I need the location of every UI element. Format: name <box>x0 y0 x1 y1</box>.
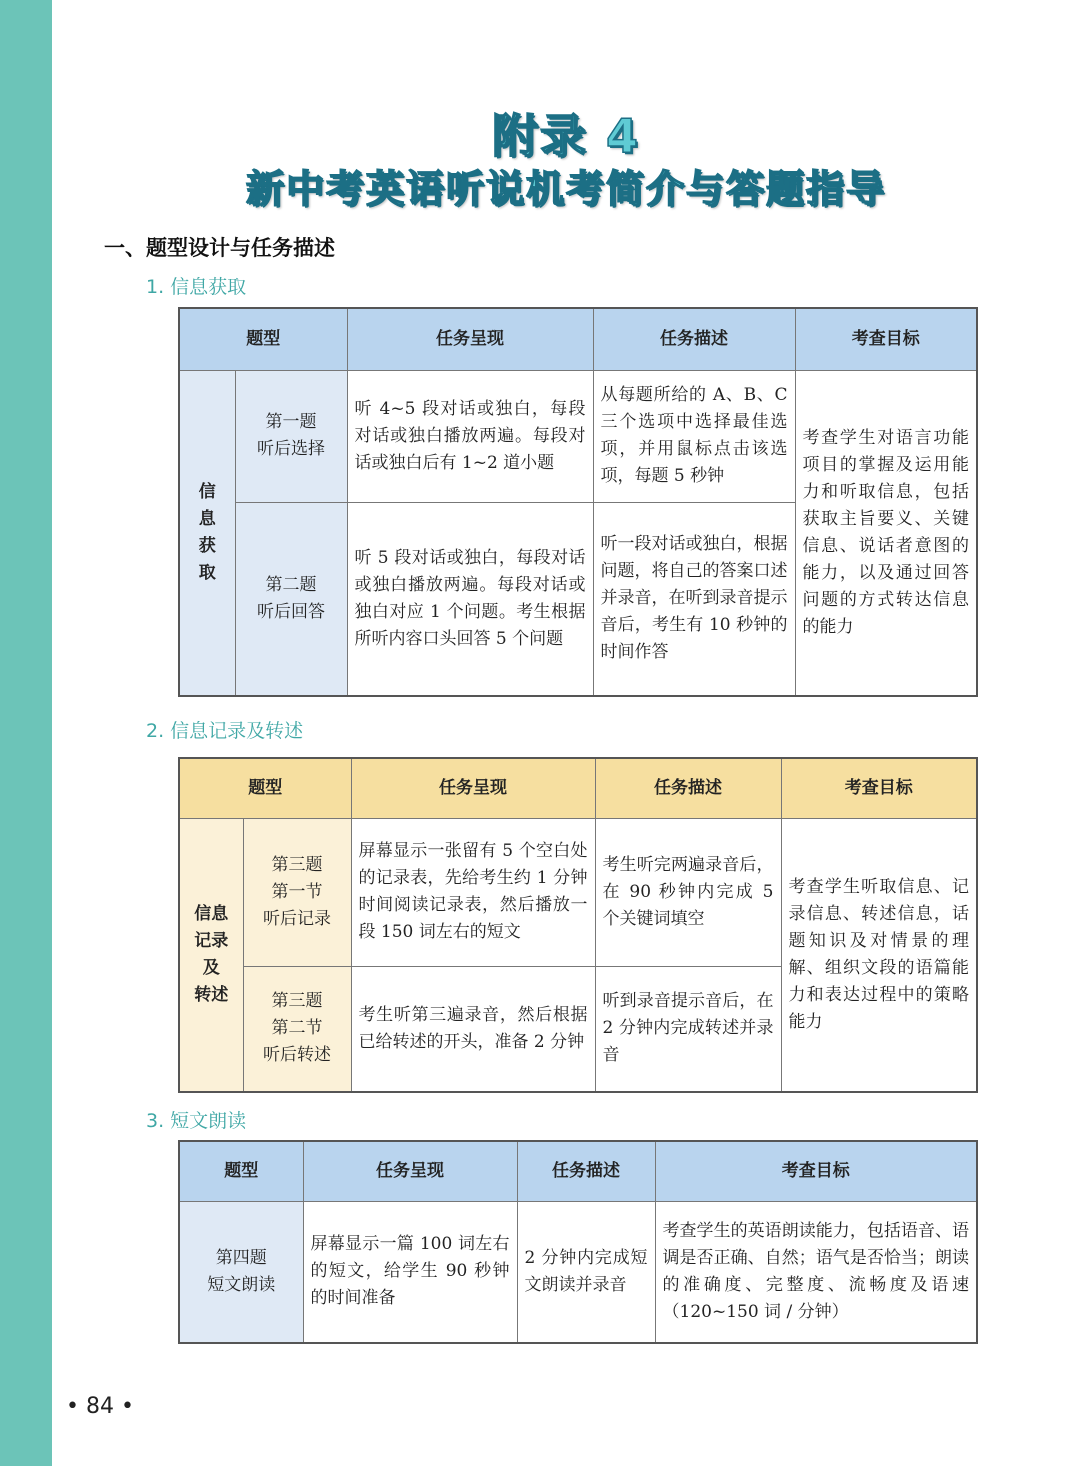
appendix-title: 附录 4 <box>491 109 641 163</box>
header-goal: 考查目标 <box>655 1141 977 1201</box>
description-cell: 从每题所给的 A、B、C 三个选项中选择最佳选项，并用鼠标点击该选项，每题 5 秒钟 <box>593 370 795 502</box>
type-label: 第三题 第一节 听后记录 <box>263 854 331 929</box>
table-row <box>179 818 977 966</box>
type-cell <box>243 966 351 1092</box>
header-type: 题型 <box>179 1141 303 1201</box>
section-heading: 一、题型设计与任务描述 <box>104 236 335 260</box>
subsection-heading-reading-aloud: 3. 短文朗读 <box>146 1110 247 1132</box>
header-goal: 考查目标 <box>795 308 977 370</box>
type-cell <box>235 502 347 696</box>
header-presentation: 任务呈现 <box>303 1141 517 1201</box>
presentation-cell: 屏幕显示一张留有 5 个空白处的记录表，先给考生约 1 分钟时间阅读记录表，然后播放一段 150 词左右的短文 <box>351 818 595 966</box>
header-type: 题型 <box>179 758 351 818</box>
page-number: • 84 • <box>66 1394 134 1419</box>
type-cell <box>235 370 347 502</box>
header-presentation: 任务呈现 <box>351 758 595 818</box>
reading-aloud-table <box>178 1140 978 1344</box>
presentation-cell: 屏幕显示一篇 100 词左右的短文，给学生 90 秒钟的时间准备 <box>303 1201 517 1343</box>
type-cell <box>179 1201 303 1343</box>
category-cell <box>179 370 235 696</box>
category-label: 信息 记录 及 转述 <box>194 903 229 1005</box>
description-cell: 听一段对话或独白，根据问题，将自己的答案口述并录音，在听到录音提示音后，考生有 10 秒钟的时间作答 <box>593 502 795 696</box>
header-description: 任务描述 <box>517 1141 655 1201</box>
table-row <box>179 1201 977 1343</box>
presentation-cell: 听 5 段对话或独白，每段对话或独白播放两遍。每段对话或独白对应 1 个问题。考生根据所听内容口头回答 5 个问题 <box>347 502 593 696</box>
presentation-cell: 听 4~5 段对话或独白，每段对话或独白播放两遍。每段对话或独白后有 1~2 道小题 <box>347 370 593 502</box>
description-cell: 听到录音提示音后，在 2 分钟内完成转述并录音 <box>595 966 781 1092</box>
goal-cell: 考查学生对语言功能项目的掌握及运用能力和听取信息，包括获取主旨要义、关键信息、说话者意图的能力，以及通过回答问题的方式转达信息的能力 <box>795 370 977 696</box>
table-header-row <box>179 1141 977 1201</box>
category-label: 信息获取 <box>198 481 216 583</box>
table-header-row <box>179 758 977 818</box>
goal-cell: 考查学生的英语朗读能力，包括语音、语调是否正确、自然；语气是否恰当；朗读的准确度、完整度、流畅度及语速（120~150 词 / 分钟） <box>655 1201 977 1343</box>
type-label: 第一题 听后选择 <box>257 412 325 459</box>
table-row <box>179 370 977 502</box>
header-type: 题型 <box>179 308 347 370</box>
subsection-heading-info-record: 2. 信息记录及转述 <box>146 720 304 742</box>
appendix-subtitle: 新中考英语听说机考简介与答题指导 <box>245 167 886 211</box>
goal-cell: 考查学生听取信息、记录信息、转述信息，话题知识及对情景的理解、组织文段的语篇能力和表达过程中的策略能力 <box>781 818 977 1092</box>
presentation-cell: 考生听第三遍录音，然后根据已给转述的开头，准备 2 分钟 <box>351 966 595 1092</box>
header-description: 任务描述 <box>595 758 781 818</box>
type-label: 第三题 第二节 听后转述 <box>263 991 331 1066</box>
type-cell <box>243 818 351 966</box>
header-goal: 考查目标 <box>781 758 977 818</box>
category-cell <box>179 818 243 1092</box>
table-header-row <box>179 308 977 370</box>
info-acquisition-table <box>178 307 978 697</box>
side-color-bar <box>0 0 52 1466</box>
info-record-table <box>178 757 978 1093</box>
description-cell: 2 分钟内完成短文朗读并录音 <box>517 1201 655 1343</box>
header-description: 任务描述 <box>593 308 795 370</box>
type-label: 第二题 听后回答 <box>257 574 325 622</box>
subsection-heading-info-acquisition: 1. 信息获取 <box>146 276 247 298</box>
description-cell: 考生听完两遍录音后，在 90 秒钟内完成 5 个关键词填空 <box>595 818 781 966</box>
header-presentation: 任务呈现 <box>347 308 593 370</box>
type-label: 第四题 短文朗读 <box>207 1247 276 1295</box>
